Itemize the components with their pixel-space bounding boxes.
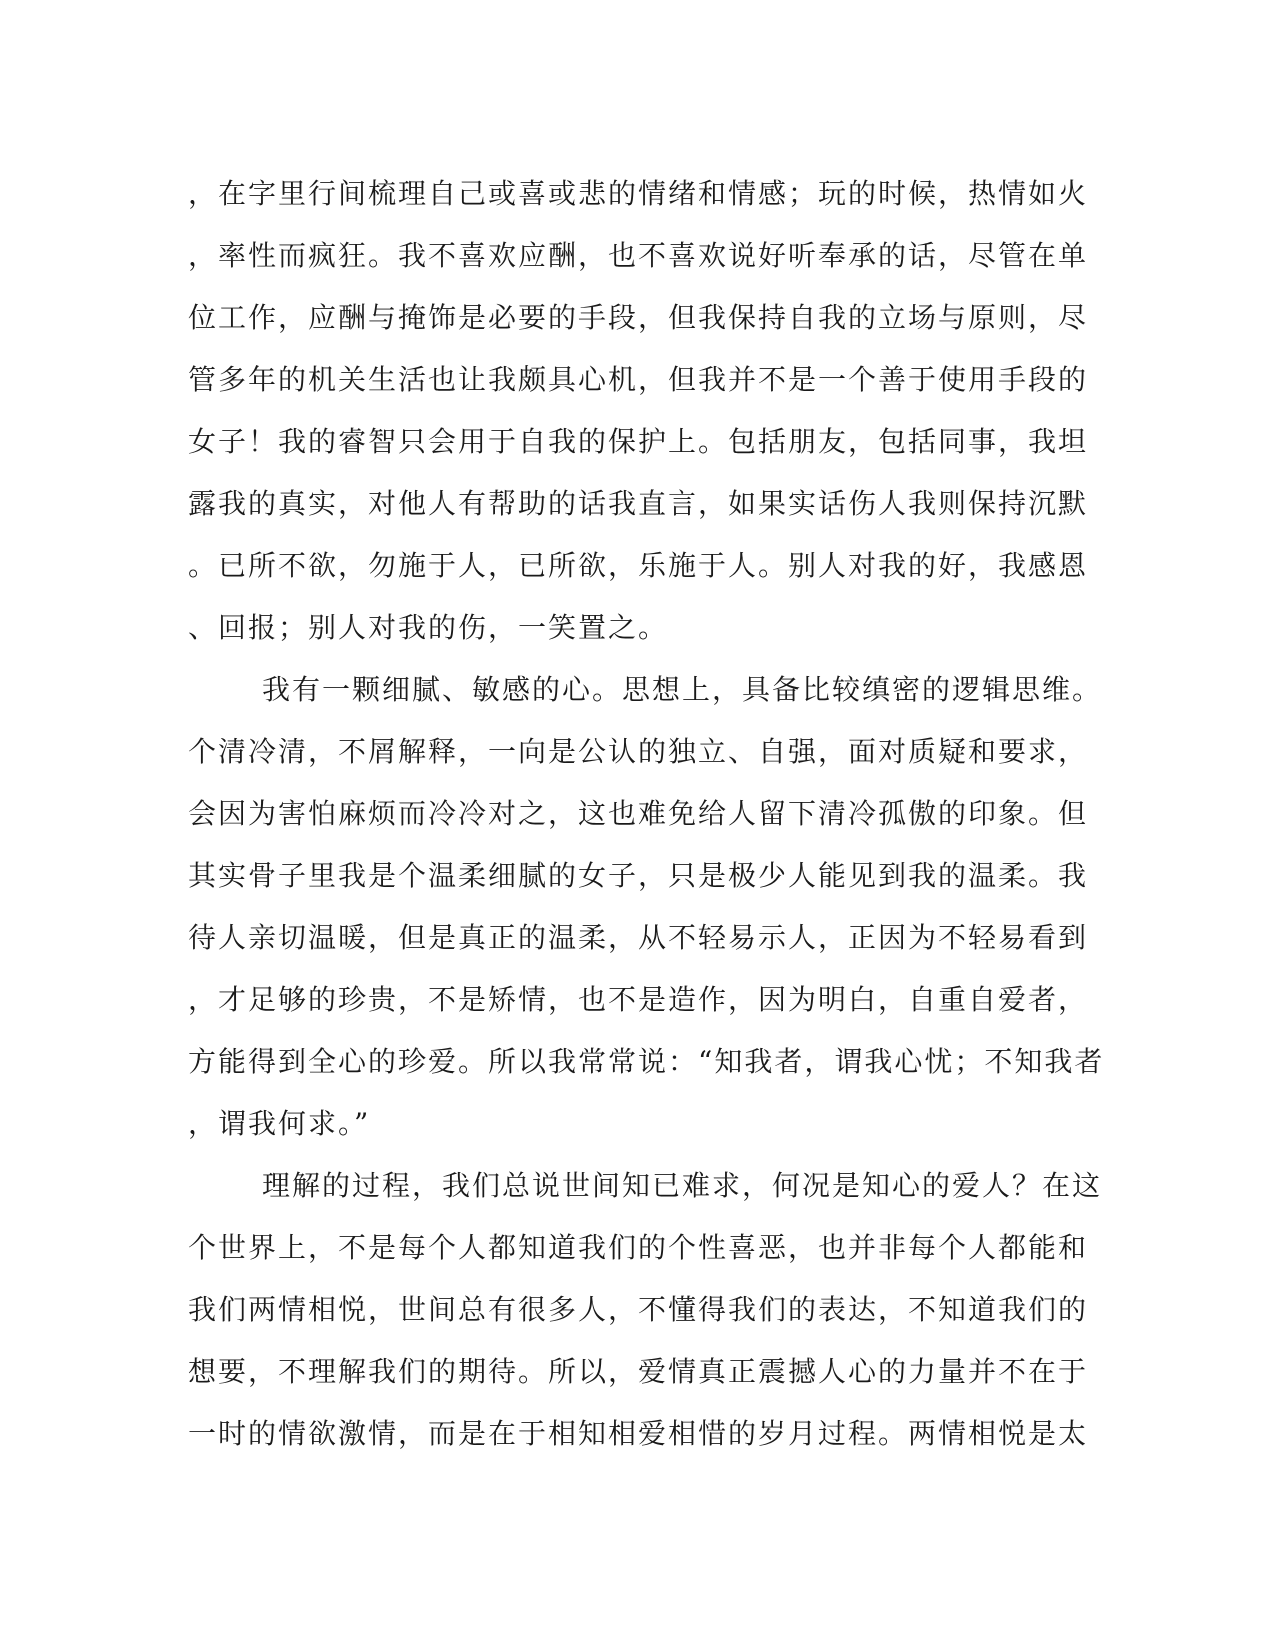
text-line: ，在字里行间梳理自己或喜或悲的情绪和情感；玩的时候，热情如火 <box>188 177 1089 210</box>
text-line: 女子！我的睿智只会用于自我的保护上。包括朋友，包括同事，我坦 <box>188 425 1089 458</box>
text-line: 。已所不欲，勿施于人，已所欲，乐施于人。别人对我的好，我感恩 <box>188 549 1089 582</box>
paragraph-first-line: 我有一颗细腻、敏感的心。思想上，具备比较缜密的逻辑思维。 <box>262 673 1103 706</box>
text-line: 个世界上，不是每个人都知道我们的个性喜恶，也并非每个人都能和 <box>188 1231 1089 1264</box>
text-line: 我们两情相悦，世间总有很多人，不懂得我们的表达，不知道我们的 <box>188 1293 1089 1326</box>
text-line: 方能得到全心的珍爱。所以我常常说：“知我者，谓我心忧；不知我者 <box>188 1045 1105 1078</box>
paragraph-first-line: 理解的过程，我们总说世间知已难求，何况是知心的爱人？在这 <box>262 1169 1103 1202</box>
text-line: 其实骨子里我是个温柔细腻的女子，只是极少人能见到我的温柔。我 <box>188 859 1089 892</box>
text-line: ，才足够的珍贵，不是矫情，也不是造作，因为明白，自重自爱者， <box>188 983 1089 1016</box>
text-line: 、回报；别人对我的伤，一笑置之。 <box>188 611 669 644</box>
text-line: 位工作，应酬与掩饰是必要的手段，但我保持自我的立场与原则，尽 <box>188 301 1089 334</box>
text-line: 露我的真实，对他人有帮助的话我直言，如果实话伤人我则保持沉默 <box>188 487 1089 520</box>
text-line: 一时的情欲激情，而是在于相知相爱相惜的岁月过程。两情相悦是太 <box>188 1417 1089 1450</box>
text-line: 会因为害怕麻烦而冷冷对之，这也难免给人留下清冷孤傲的印象。但 <box>188 797 1089 830</box>
text-line: ，率性而疯狂。我不喜欢应酬，也不喜欢说好听奉承的话，尽管在单 <box>188 239 1089 272</box>
text-line: ，谓我何求。” <box>188 1107 371 1140</box>
text-line: 个清冷清，不屑解释，一向是公认的独立、自强，面对质疑和要求， <box>188 735 1089 768</box>
text-line: 待人亲切温暖，但是真正的温柔，从不轻易示人，正因为不轻易看到 <box>188 921 1089 954</box>
body-text <box>188 163 1105 1465</box>
text-line: 想要，不理解我们的期待。所以，爱情真正震撼人心的力量并不在于 <box>188 1355 1089 1388</box>
text-line: 管多年的机关生活也让我颇具心机，但我并不是一个善于使用手段的 <box>188 363 1089 396</box>
